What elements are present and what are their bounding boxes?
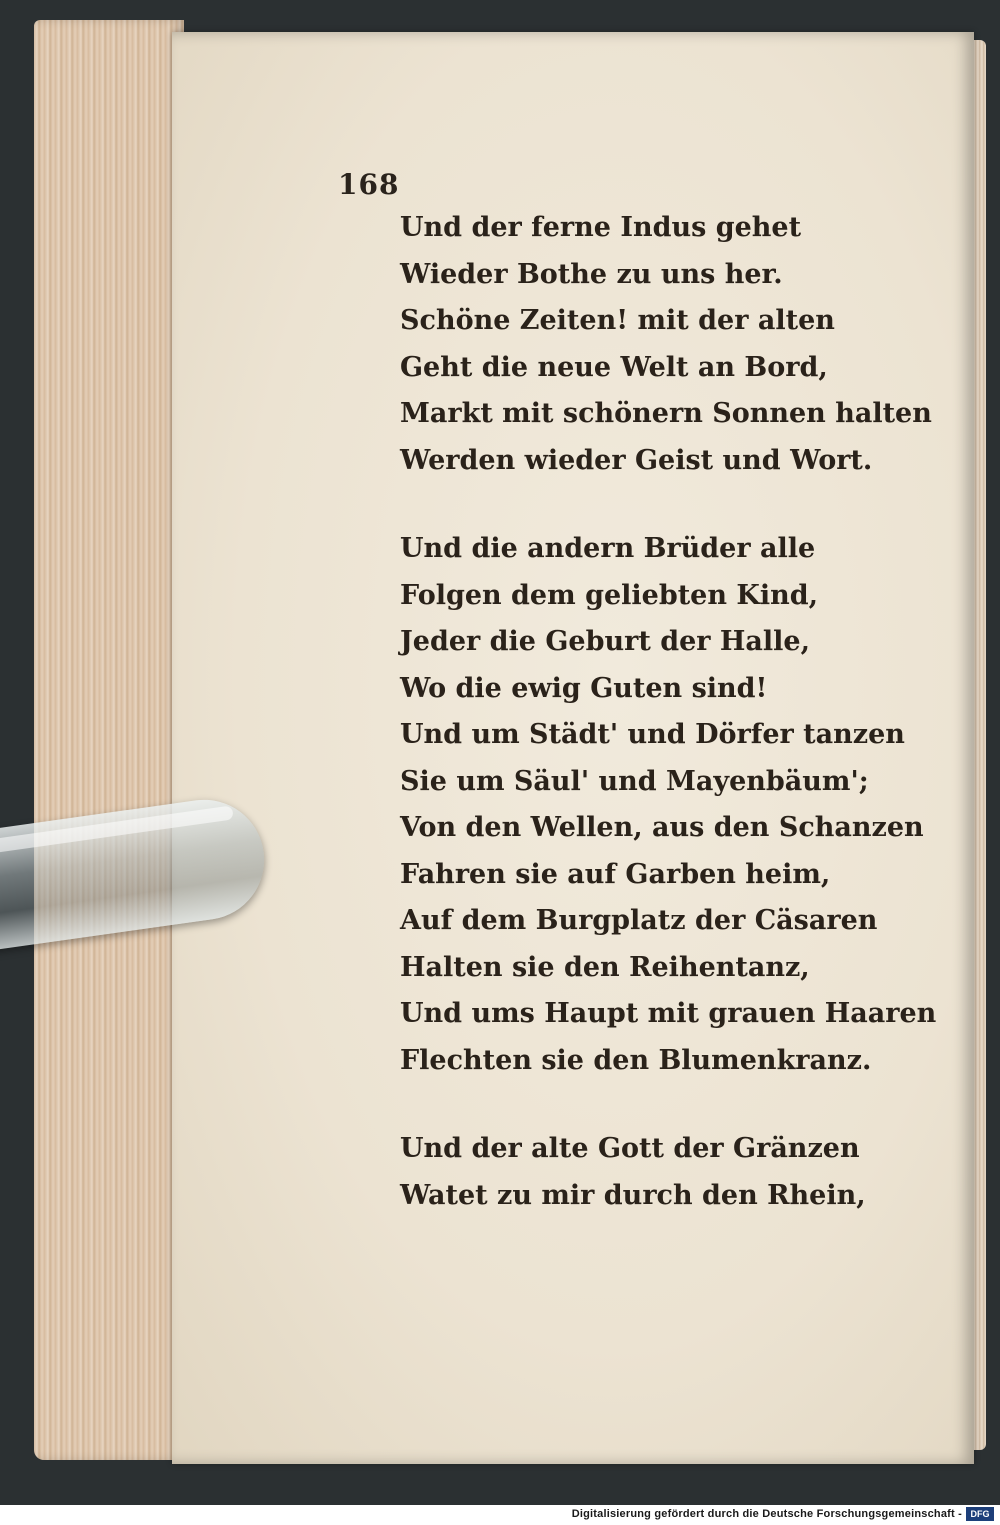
stanza-gap [400, 1084, 920, 1126]
poem-line: Geht die neue Welt an Bord, [400, 351, 828, 383]
funding-credit: Digitalisierung gefördert durch die Deutsche Forschungsgemeinschaft - [571, 1508, 962, 1520]
poem-line: Auf dem Burgplatz der Cäsaren [400, 905, 878, 936]
book-page-edges [34, 20, 184, 1460]
poem-line: Schöne Zeiten! mit der alten [400, 305, 835, 336]
poem-line: Und um Städt' und Dörfer tanzen [400, 719, 905, 750]
poem-line: Und die andern Brüder alle [400, 533, 816, 564]
stanza-3 [400, 1126, 920, 1219]
poem-line: Und der ferne Indus gehet [400, 212, 802, 243]
poem-line: Halten sie den Reihentanz, [400, 951, 810, 983]
page-number: 168 [338, 168, 400, 201]
poem-line: Watet zu mir durch den Rhein, [400, 1179, 866, 1211]
poem-line: Und der alte Gott der Gränzen [400, 1133, 860, 1164]
dfg-logo-icon: DFG [966, 1507, 994, 1521]
stanza-1 [400, 205, 932, 484]
poem-line: Markt mit schönern Sonnen halten [400, 398, 932, 429]
poem-line: Von den Wellen, aus den Schanzen [400, 812, 924, 843]
poem-line: Folgen dem geliebten Kind, [400, 579, 819, 611]
poem-line: Wieder Bothe zu uns her. [400, 258, 783, 290]
stanza-2 [400, 526, 937, 1084]
poem-line: Wo die ewig Guten sind! [400, 672, 768, 704]
poem-line: Und ums Haupt mit grauen Haaren [400, 998, 937, 1029]
poem-line: Sie um Säul' und Mayenbäum'; [400, 765, 869, 797]
poem-line: Flechten sie den Blumenkranz. [400, 1044, 872, 1076]
poem-line: Werden wieder Geist und Wort. [400, 444, 873, 476]
poem-text [400, 205, 937, 1219]
stanza-gap [400, 484, 920, 526]
poem-line: Fahren sie auf Garben heim, [400, 858, 831, 890]
poem-line: Jeder die Geburt der Halle, [400, 626, 810, 657]
